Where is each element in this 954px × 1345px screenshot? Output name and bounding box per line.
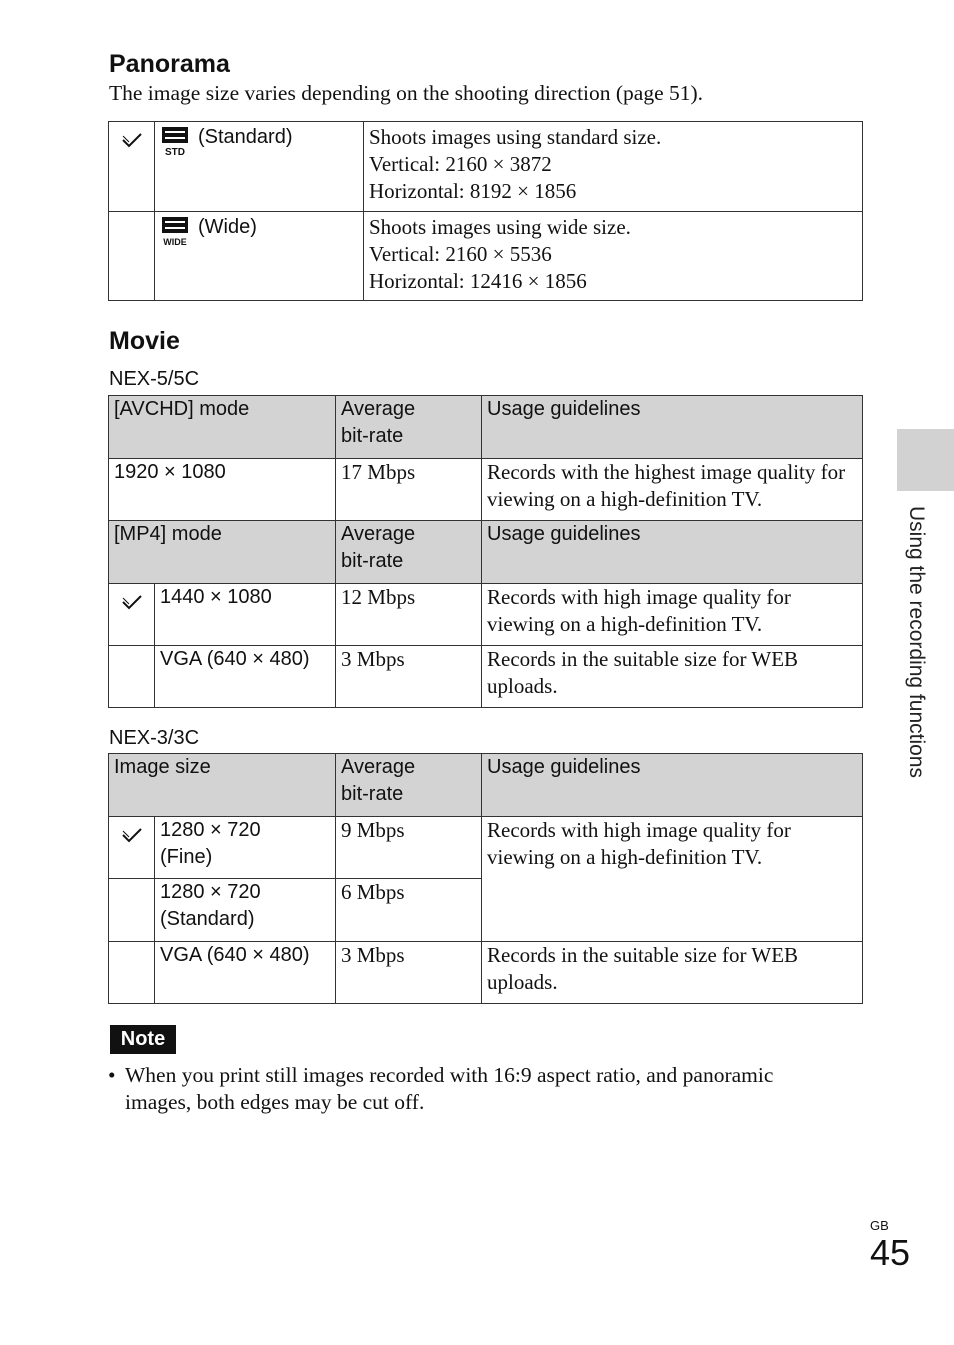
default-marker-cell xyxy=(109,879,155,942)
table-row xyxy=(109,817,863,879)
movie-table-nex3 xyxy=(108,753,863,1004)
model-label-nex5: NEX-5/5C xyxy=(109,368,200,390)
table-row xyxy=(109,212,863,301)
model-label-nex3: NEX-3/3C xyxy=(109,727,200,749)
header-bitrate-line: Average xyxy=(341,398,416,420)
default-check-icon xyxy=(121,592,143,619)
region-code: GB xyxy=(870,1218,889,1233)
wide-caption: WIDE xyxy=(163,237,187,246)
header-bitrate-line: Average xyxy=(341,756,416,778)
image-size-cell: 1920 × 1080 xyxy=(109,459,336,521)
bitrate-cell: 3 Mbps xyxy=(336,646,482,708)
table-header-row xyxy=(109,396,863,459)
image-size-line: 1280 × 720 xyxy=(160,819,261,841)
image-size-cell xyxy=(155,817,336,879)
image-size-cell: 1440 × 1080 xyxy=(155,584,336,646)
table-row xyxy=(109,646,863,708)
movie-heading: Movie xyxy=(109,327,180,355)
usage-cell: Records with the highest image quality for viewing on a high-definition TV. xyxy=(482,459,863,521)
bitrate-cell: 17 Mbps xyxy=(336,459,482,521)
bullet: • xyxy=(108,1063,116,1087)
default-marker-cell xyxy=(109,584,155,646)
image-size-line: (Fine) xyxy=(160,846,213,868)
default-marker-cell xyxy=(109,646,155,708)
header-bitrate xyxy=(336,396,482,459)
panorama-mode-label: (Wide) xyxy=(198,216,257,238)
header-bitrate-line: Average xyxy=(341,523,416,545)
default-marker-cell xyxy=(109,122,155,212)
header-bitrate xyxy=(336,521,482,584)
header-mode: [MP4] mode xyxy=(109,521,336,584)
table-header-row xyxy=(109,521,863,584)
bitrate-cell: 6 Mbps xyxy=(336,879,482,942)
default-check-icon xyxy=(121,130,143,157)
page-number: 45 xyxy=(870,1232,911,1273)
image-size-line: 1280 × 720 xyxy=(160,881,261,903)
description-line: Vertical: 2160 × 3872 xyxy=(369,152,552,176)
image-size-cell: VGA (640 × 480) xyxy=(155,942,336,1004)
usage-cell: Records with high image quality for viewing on a high-definition TV. xyxy=(482,584,863,646)
description-line: Horizontal: 12416 × 1856 xyxy=(369,269,587,293)
panorama-description-cell xyxy=(364,122,863,212)
header-usage: Usage guidelines xyxy=(482,521,863,584)
panorama-mode-cell xyxy=(155,122,364,212)
description-line: Horizontal: 8192 × 1856 xyxy=(369,179,577,203)
note-badge: Note xyxy=(110,1025,176,1054)
note-text: When you print still images recorded with 16:9 aspect ratio, and panoramic images, both edges may be cut off. xyxy=(125,1063,774,1114)
default-marker-cell xyxy=(109,212,155,301)
panorama-intro: The image size varies depending on the shooting direction (page 51). xyxy=(109,81,704,105)
table-row xyxy=(109,459,863,521)
image-size-line: (Standard) xyxy=(160,908,255,930)
default-marker-cell xyxy=(109,817,155,879)
description-line: Vertical: 2160 × 5536 xyxy=(369,242,552,266)
bitrate-cell: 9 Mbps xyxy=(336,817,482,879)
table-row xyxy=(109,122,863,212)
bitrate-cell: 3 Mbps xyxy=(336,942,482,1004)
panorama-description-cell xyxy=(364,212,863,301)
bitrate-cell: 12 Mbps xyxy=(336,584,482,646)
panorama-heading: Panorama xyxy=(109,50,230,78)
header-usage: Usage guidelines xyxy=(482,396,863,459)
panorama-standard-icon xyxy=(160,126,192,156)
image-size-cell xyxy=(155,879,336,942)
usage-cell: Records with high image quality for viewing on a high-definition TV. xyxy=(482,817,863,942)
std-caption: STD xyxy=(165,147,185,156)
description-line: Shoots images using standard size. xyxy=(369,125,662,149)
table-row xyxy=(109,942,863,1004)
panorama-mode-cell xyxy=(155,212,364,301)
header-image-size: Image size xyxy=(109,754,336,817)
section-tab-label: Using the recording functions xyxy=(905,506,928,778)
note-item xyxy=(108,1062,828,1116)
panorama-mode-label: (Standard) xyxy=(198,126,293,148)
header-bitrate-line: bit-rate xyxy=(341,783,404,805)
movie-table-nex5 xyxy=(108,395,863,708)
header-bitrate-line: bit-rate xyxy=(341,425,404,447)
header-mode: [AVCHD] mode xyxy=(109,396,336,459)
default-marker-cell xyxy=(109,942,155,1004)
table-header-row xyxy=(109,754,863,817)
panorama-wide-icon xyxy=(160,216,192,246)
header-bitrate xyxy=(336,754,482,817)
header-usage: Usage guidelines xyxy=(482,754,863,817)
usage-cell: Records in the suitable size for WEB uploads. xyxy=(482,646,863,708)
header-bitrate-line: bit-rate xyxy=(341,550,404,572)
description-line: Shoots images using wide size. xyxy=(369,215,631,239)
usage-cell: Records in the suitable size for WEB uploads. xyxy=(482,942,863,1004)
image-size-cell: VGA (640 × 480) xyxy=(155,646,336,708)
table-row xyxy=(109,584,863,646)
panorama-table xyxy=(108,121,863,301)
section-tab xyxy=(897,429,954,491)
default-check-icon xyxy=(121,825,143,852)
